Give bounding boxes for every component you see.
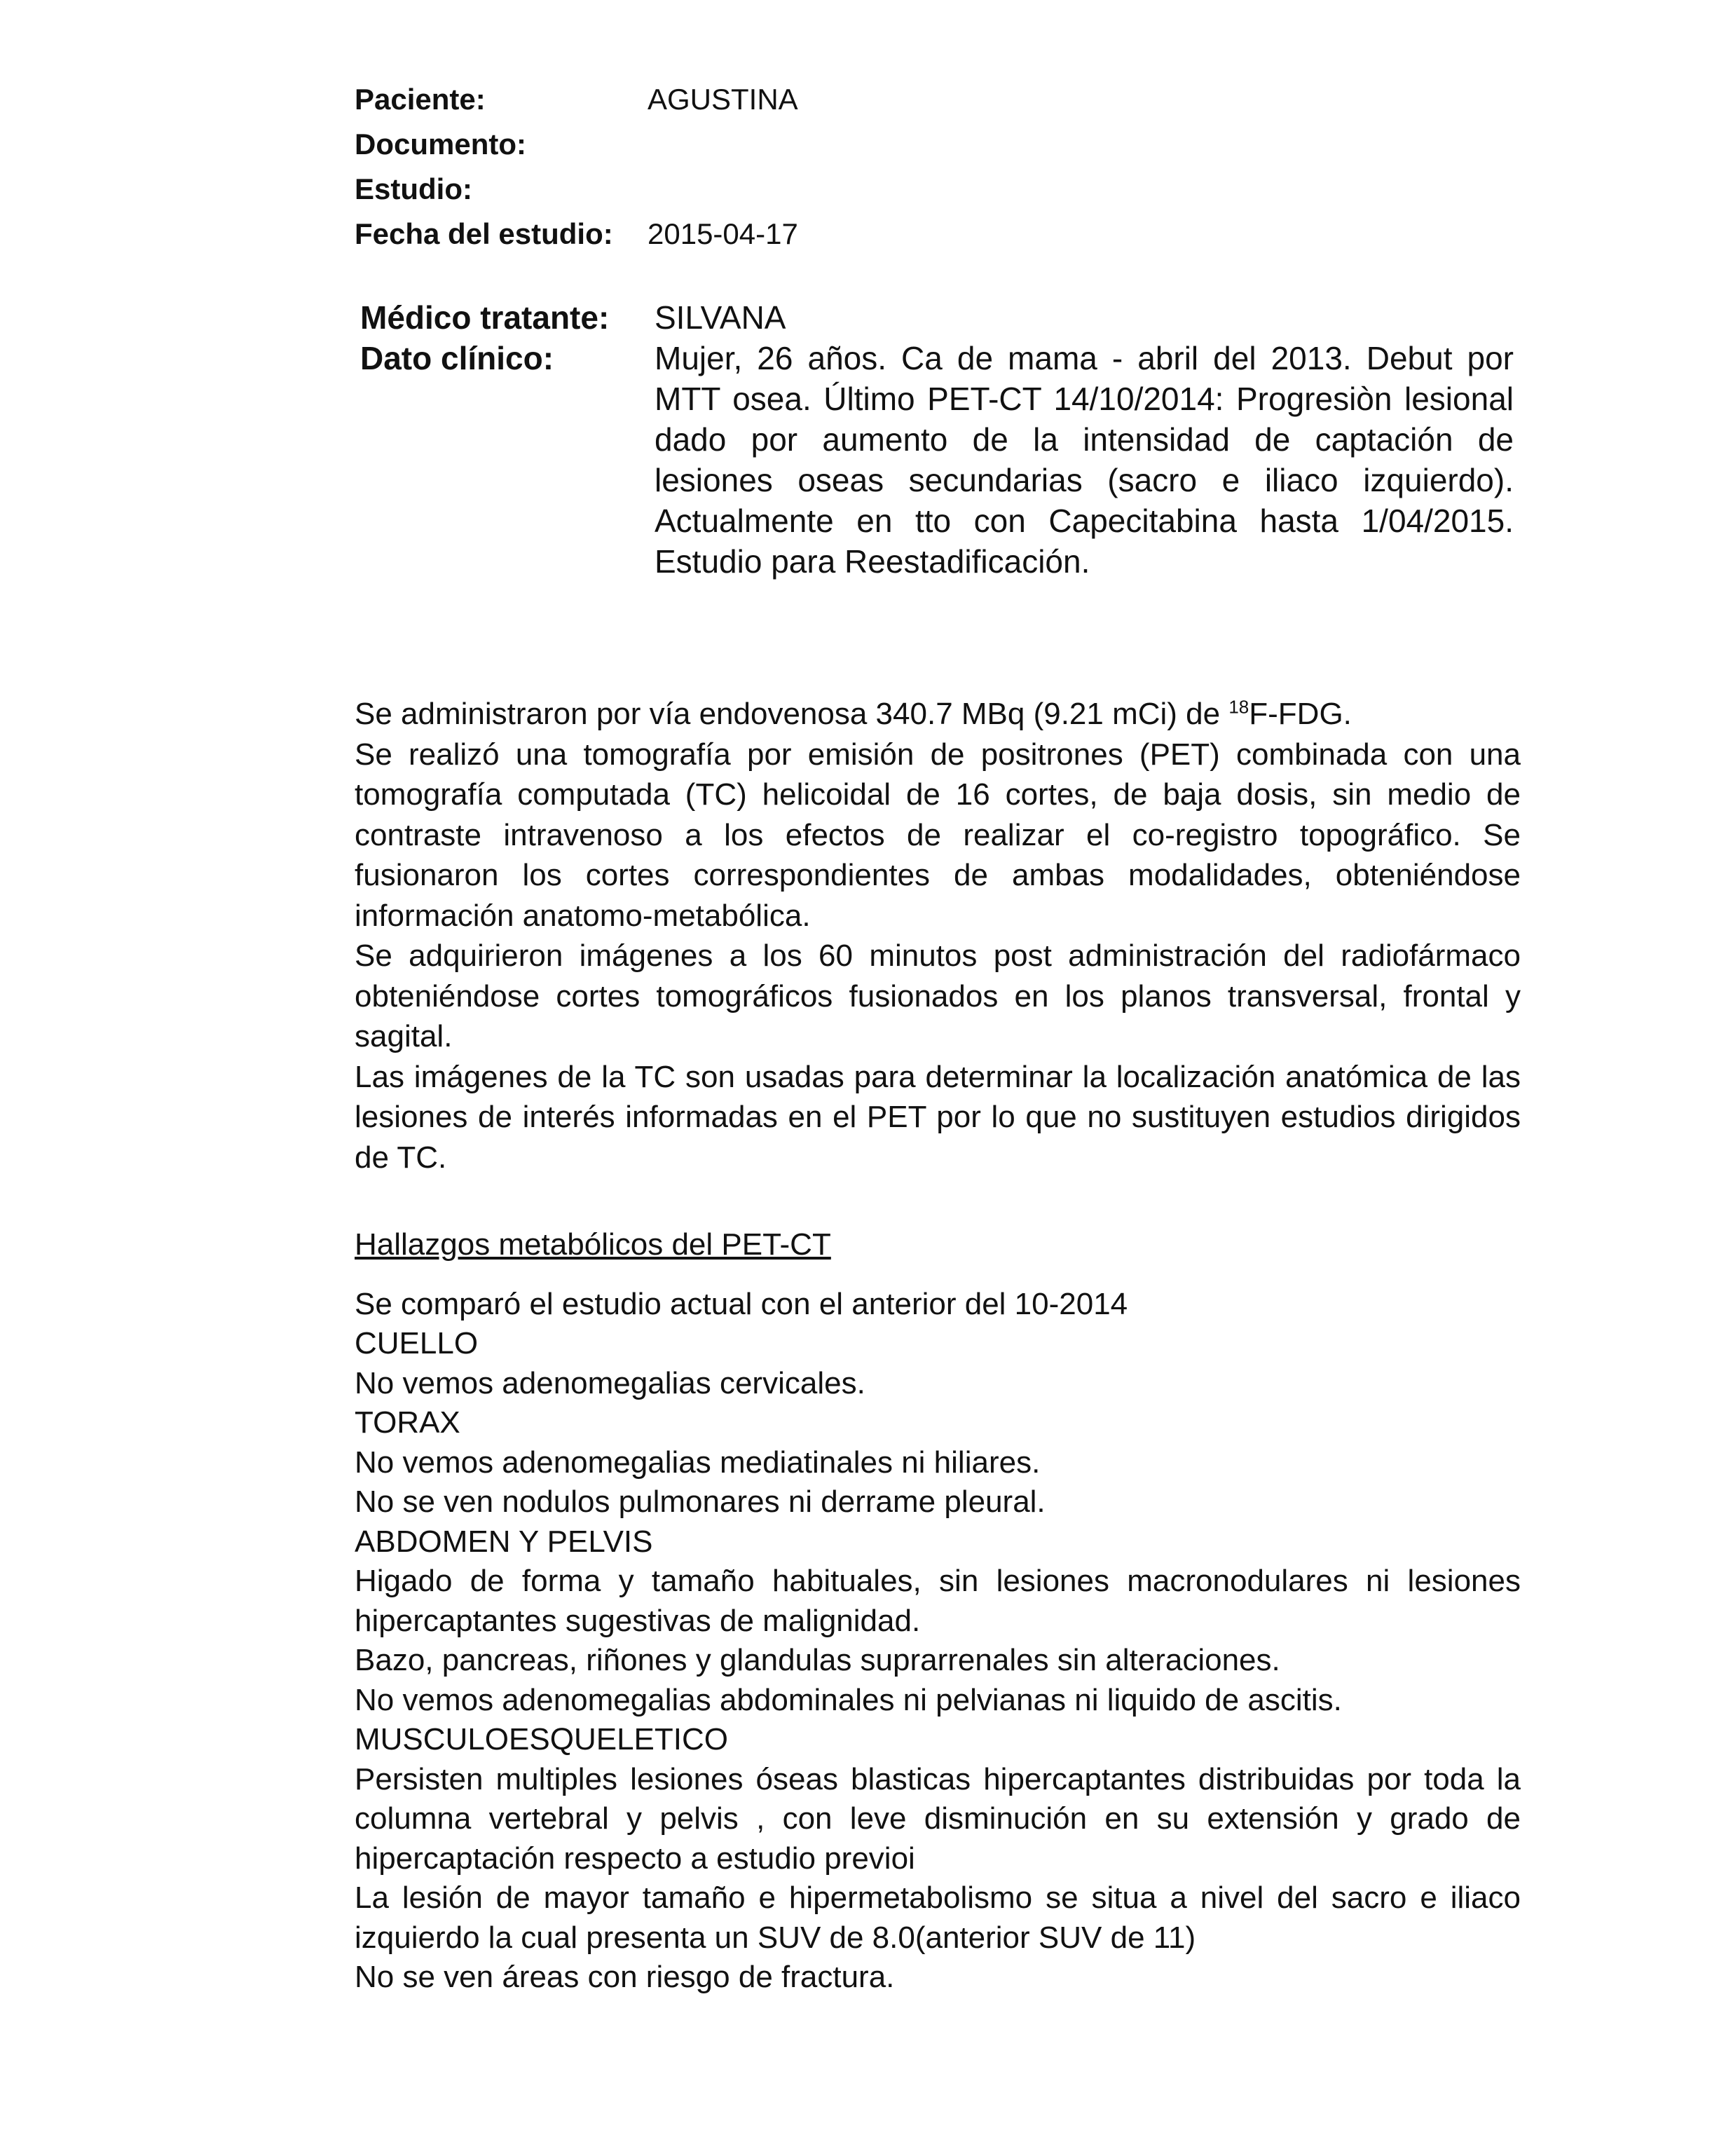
findings-section xyxy=(355,1225,1521,1998)
estudio-label: Estudio: xyxy=(355,172,472,205)
paciente-value: AGUSTINA xyxy=(648,83,798,116)
dato-value: Mujer, 26 años. Ca de mama - abril del 2013. Debut por MTT osea. Último PET-CT 14/10/2014: Progresiòn lesional dado por aumento de la intensidad de captación de lesiones oseas secundarias (sacro e iliaco izquierdo). Actualmente en tto con Capecitabina hasta 1/04/2015. Estudio para Reestadificación. xyxy=(655,340,1514,580)
method-paragraph-ct-note: Las imágenes de la TC son usadas para determinar la localización anatómica de las lesiones de interés informadas en el PET por lo que no sustituyen estudios dirigidos de TC. xyxy=(355,1059,1521,1175)
musculo-heading: MUSCULOESQUELETICO xyxy=(355,1722,728,1756)
method-paragraph-acquisition: Se adquirieron imágenes a los 60 minutos post administración del radiofármaco obteniéndose cortes tomográficos fusionados en los planos transversal, frontal y sagital. xyxy=(355,939,1521,1053)
method-paragraph-pet: Se realizó una tomografía por emisión de positrones (PET) combinada con una tomografía computada (TC) helicoidal de 16 cortes, de baja dosis, sin medio de contraste intravenoso a los efectos de realizar el co-registro topográfico. Se fusionaron los cortes correspondientes de ambas modalidades, obteniéndose información anatomo-metabólica. xyxy=(355,737,1521,933)
clinical-section xyxy=(360,297,1552,582)
fecha-value: 2015-04-17 xyxy=(648,217,798,250)
dato-row xyxy=(360,338,1552,582)
medico-value: SILVANA xyxy=(655,299,786,336)
torax-finding-nodes: No vemos adenomegalias mediatinales ni hiliares. xyxy=(355,1445,1041,1480)
isotope-superscript: 18 xyxy=(1228,696,1249,718)
paciente-row xyxy=(355,77,1546,122)
torax-finding-lungs: No se ven nodulos pulmonares ni derrame pleural. xyxy=(355,1485,1046,1519)
abdomen-finding-organs: Bazo, pancreas, riñones y glandulas suprarrenales sin alteraciones. xyxy=(355,1643,1280,1677)
paciente-label: Paciente: xyxy=(355,83,486,116)
tracer-text: F-FDG. xyxy=(1249,697,1352,731)
estudio-row xyxy=(355,167,1546,212)
abdomen-finding-nodes: No vemos adenomegalias abdominales ni pelvianas ni liquido de ascitis. xyxy=(355,1682,1342,1717)
abdomen-finding-liver: Higado de forma y tamaño habituales, sin lesiones macronodulares ni lesiones hipercaptantes sugestivas de malignidad. xyxy=(355,1564,1521,1638)
abdomen-heading: ABDOMEN Y PELVIS xyxy=(355,1524,653,1559)
cuello-finding: No vemos adenomegalias cervicales. xyxy=(355,1365,865,1400)
musculo-finding-suv: La lesión de mayor tamaño e hipermetabolismo se situa a nivel del sacro e iliaco izquierdo la cual presenta un SUV de 8.0(anterior SUV de 11) xyxy=(355,1881,1521,1955)
method-section xyxy=(355,694,1521,1178)
torax-heading: TORAX xyxy=(355,1405,460,1440)
cuello-heading: CUELLO xyxy=(355,1326,479,1360)
patient-header xyxy=(355,77,1546,257)
documento-row xyxy=(355,122,1546,167)
dose-text: Se administraron por vía endovenosa 340.7 MBq (9.21 mCi) de xyxy=(355,697,1229,731)
musculo-finding-lesions: Persisten multiples lesiones óseas blasticas hipercaptantes distribuidas por toda la columna vertebral y pelvis , con leve disminución en su extensión y grado de hipercaptación respecto a estudio previoi xyxy=(355,1761,1521,1876)
fecha-label: Fecha del estudio: xyxy=(355,217,613,250)
musculo-finding-fracture: No se ven áreas con riesgo de fractura. xyxy=(355,1960,895,1994)
method-paragraph-dose xyxy=(355,694,1521,735)
fecha-row xyxy=(355,212,1546,257)
documento-label: Documento: xyxy=(355,128,526,161)
medico-row xyxy=(360,297,1552,338)
dato-label: Dato clínico: xyxy=(360,340,554,376)
findings-intro: Se comparó el estudio actual con el anterior del 10-2014 xyxy=(355,1286,1128,1321)
findings-title: Hallazgos metabólicos del PET-CT xyxy=(355,1227,831,1262)
medico-label: Médico tratante: xyxy=(360,299,610,336)
